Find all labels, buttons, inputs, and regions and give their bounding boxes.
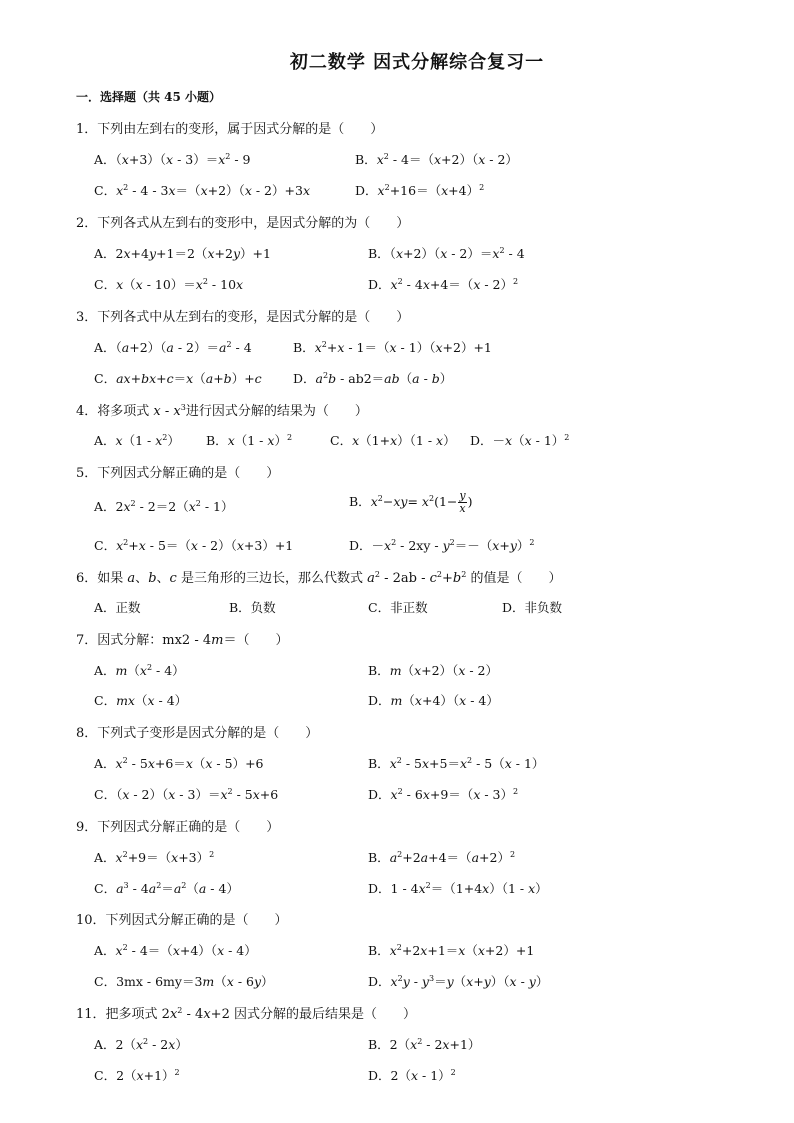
question-1-text: 1．下列由左到右的变形，属于因式分解的是（ ） bbox=[76, 122, 384, 137]
question-4-option-c bbox=[330, 431, 456, 449]
option-text: B．$2(x^2 - 2x+1)$ bbox=[368, 1037, 481, 1052]
option-text: A．$(a+2)(a - 2)=a^2 - 4$ bbox=[94, 340, 252, 355]
question-4-stem bbox=[76, 400, 368, 419]
question-8-option-a bbox=[94, 754, 264, 772]
option-text: A．$m(x^2 - 4)$ bbox=[94, 663, 185, 678]
question-3-option-d bbox=[293, 369, 452, 387]
option-text: B．$(x+2)(x - 2)=x^2 - 4$ bbox=[368, 246, 525, 261]
question-7-option-b bbox=[368, 661, 498, 679]
option-text: D．$x^2y - y^3=y(x+y)(x - y)$ bbox=[368, 974, 549, 989]
question-3-option-a bbox=[94, 338, 252, 356]
question-4-option-b bbox=[206, 431, 292, 449]
question-1-stem bbox=[76, 118, 383, 137]
question-10-option-d bbox=[368, 972, 548, 990]
question-8-option-c bbox=[94, 785, 278, 803]
option-text: A．正数 bbox=[94, 600, 141, 615]
question-3-stem bbox=[76, 306, 409, 325]
option-text: C．$2(x+1)^2$ bbox=[94, 1068, 180, 1083]
question-6-option-a bbox=[94, 598, 141, 616]
question-5-option-a bbox=[94, 497, 234, 515]
question-5-stem bbox=[76, 462, 279, 481]
question-2-option-c bbox=[94, 275, 243, 293]
option-text: D．非负数 bbox=[502, 600, 563, 615]
question-3-text: 3．下列各式中从左到右的变形，是因式分解的是（ ） bbox=[76, 310, 410, 325]
option-text: D．－x（x - 1）$^2$ bbox=[470, 433, 570, 448]
question-5-text: 5．下列因式分解正确的是（ ） bbox=[76, 466, 280, 481]
option-text: D．$-x^2 - 2xy - y^2=-(x+y)^2$ bbox=[349, 538, 535, 553]
option-text: C．$(x - 2)(x - 3)=x^2 - 5x+6$ bbox=[94, 787, 279, 802]
question-4-option-d bbox=[470, 431, 569, 449]
question-6-text: 6．如果 a、b、c 是三角形的三边长，那么代数式 $a^2 - 2ab - c^2+b^2$ 的值是（ ） bbox=[76, 570, 562, 586]
question-5-option-b bbox=[349, 490, 472, 515]
question-10-text: 10．下列因式分解正确的是（ ） bbox=[76, 913, 288, 928]
question-1-option-b bbox=[355, 150, 518, 168]
question-10-stem bbox=[76, 909, 288, 928]
question-2-option-a bbox=[94, 244, 271, 262]
question-1-option-c bbox=[94, 181, 310, 199]
option-text: C．3mx - 6my＝3m（x - 6y） bbox=[94, 974, 274, 989]
question-11-text: 11．把多项式 $2x^2 - 4x+2$ 因式分解的最后结果是（ ） bbox=[76, 1006, 416, 1022]
question-7-text: 7．因式分解：mx2 - 4m＝（ ） bbox=[76, 633, 289, 648]
question-8-option-b bbox=[368, 754, 544, 772]
option-text: C．ax+bx+c＝x（a+b）+c bbox=[94, 371, 262, 386]
question-10-option-a bbox=[94, 941, 257, 959]
option-text: A．$x^2 - 4=(x+4)(x - 4)$ bbox=[94, 943, 257, 958]
option-text: B．$a^2+2a+4=(a+2)^2$ bbox=[368, 850, 516, 865]
question-5-option-d bbox=[349, 536, 534, 554]
option-text: A．$2(x^2 - 2x)$ bbox=[94, 1037, 188, 1052]
question-3-option-c bbox=[94, 369, 262, 387]
question-2-option-b bbox=[368, 244, 525, 262]
option-text: B．m（x+2）（x - 2） bbox=[368, 663, 498, 678]
question-9-option-c bbox=[94, 879, 239, 897]
option-text: B．$x^2-xy= x^2(1-$ $\frac{y}{x}$ ) bbox=[349, 489, 473, 515]
option-text: B．$x^2+x - 1=(x - 1)(x+2)+1$ bbox=[293, 340, 492, 355]
question-7-option-c bbox=[94, 691, 187, 709]
option-text: C．x（1+x）（1 - x） bbox=[330, 433, 456, 448]
question-1-option-d bbox=[355, 181, 484, 199]
question-2-stem bbox=[76, 212, 409, 231]
question-2-option-d bbox=[368, 275, 518, 293]
question-4-text: 4．将多项式 x - $x^3$进行因式分解的结果为（ ） bbox=[76, 403, 368, 419]
question-8-text: 8．下列式子变形是因式分解的是（ ） bbox=[76, 726, 319, 741]
option-text: C．$a^3 - 4a^2=a^2(a - 4)$ bbox=[94, 881, 239, 896]
option-text: D．m（x+4）（x - 4） bbox=[368, 693, 499, 708]
option-text: C．非正数 bbox=[368, 600, 428, 615]
question-11-stem bbox=[76, 1003, 416, 1022]
option-text: A．$x^2 - 5x+6=x(x - 5)+6$ bbox=[94, 756, 264, 771]
question-4-option-a bbox=[94, 431, 180, 449]
question-10-option-b bbox=[368, 941, 534, 959]
question-6-option-b bbox=[229, 598, 276, 616]
question-7-stem bbox=[76, 629, 288, 648]
document-title: 初二数学 因式分解综合复习一 bbox=[289, 52, 545, 73]
question-6-option-c bbox=[368, 598, 428, 616]
option-text: A．$x^2+9=(x+3)^2$ bbox=[94, 850, 215, 865]
question-9-option-a bbox=[94, 848, 214, 866]
option-text: B．x（1 - x）$^2$ bbox=[206, 433, 293, 448]
question-11-option-a bbox=[94, 1035, 188, 1053]
option-text: D．$1 - 4x^2=(1+4x)(1 - x)$ bbox=[368, 881, 548, 896]
question-11-option-b bbox=[368, 1035, 480, 1053]
question-5-option-c bbox=[94, 536, 293, 554]
option-text: B．负数 bbox=[229, 600, 276, 615]
option-text: C．$x(x - 10)=x^2 - 10x$ bbox=[94, 277, 244, 292]
question-8-option-d bbox=[368, 785, 518, 803]
option-text: D．$x^2 - 4x+4=(x - 2)^2$ bbox=[368, 277, 519, 292]
question-7-option-a bbox=[94, 661, 185, 679]
option-text: C．$x^2 - 4 - 3x=(x+2)(x - 2)+3x$ bbox=[94, 183, 310, 198]
question-9-stem bbox=[76, 816, 279, 835]
option-text: D．$x^2+16=(x+4)^2$ bbox=[355, 183, 485, 198]
question-9-option-d bbox=[368, 879, 548, 897]
option-text: B．$x^2+2x+1=x(x+2)+1$ bbox=[368, 943, 535, 958]
option-text: C．$x^2+x - 5=(x - 2)(x+3)+1$ bbox=[94, 538, 294, 553]
question-9-option-b bbox=[368, 848, 515, 866]
question-8-stem bbox=[76, 722, 318, 741]
option-text: A．$2x^2 - 2=2(x^2 - 1)$ bbox=[94, 499, 234, 514]
option-text: B．$x^2 - 4=(x+2)(x - 2)$ bbox=[355, 152, 518, 167]
section-heading: 一．选择题（共 45 小题） bbox=[76, 90, 222, 104]
question-6-option-d bbox=[502, 598, 562, 616]
option-text: A．$x(1 - x^2)$ bbox=[94, 433, 180, 448]
question-1-option-a bbox=[94, 150, 251, 168]
option-text: A．$(x+3)(x - 3)=x^2 - 9$ bbox=[94, 152, 251, 167]
option-text: D．$a^2b - ab2=ab(a - b)$ bbox=[293, 371, 453, 386]
question-2-text: 2．下列各式从左到右的变形中，是因式分解的为（ ） bbox=[76, 216, 410, 231]
option-text: C．mx（x - 4） bbox=[94, 693, 188, 708]
question-9-text: 9．下列因式分解正确的是（ ） bbox=[76, 820, 280, 835]
question-6-stem bbox=[76, 567, 561, 586]
question-10-option-c bbox=[94, 972, 274, 990]
option-text: D．2（x - 1）$^2$ bbox=[368, 1068, 456, 1083]
question-11-option-d bbox=[368, 1066, 456, 1084]
option-text: D．$x^2 - 6x+9=(x - 3)^2$ bbox=[368, 787, 519, 802]
option-text: A．2x+4y+1＝2（x+2y）+1 bbox=[94, 246, 271, 261]
question-7-option-d bbox=[368, 691, 499, 709]
option-text: B．$x^2 - 5x+5=x^2 - 5(x - 1)$ bbox=[368, 756, 545, 771]
question-11-option-c bbox=[94, 1066, 180, 1084]
question-3-option-b bbox=[293, 338, 492, 356]
